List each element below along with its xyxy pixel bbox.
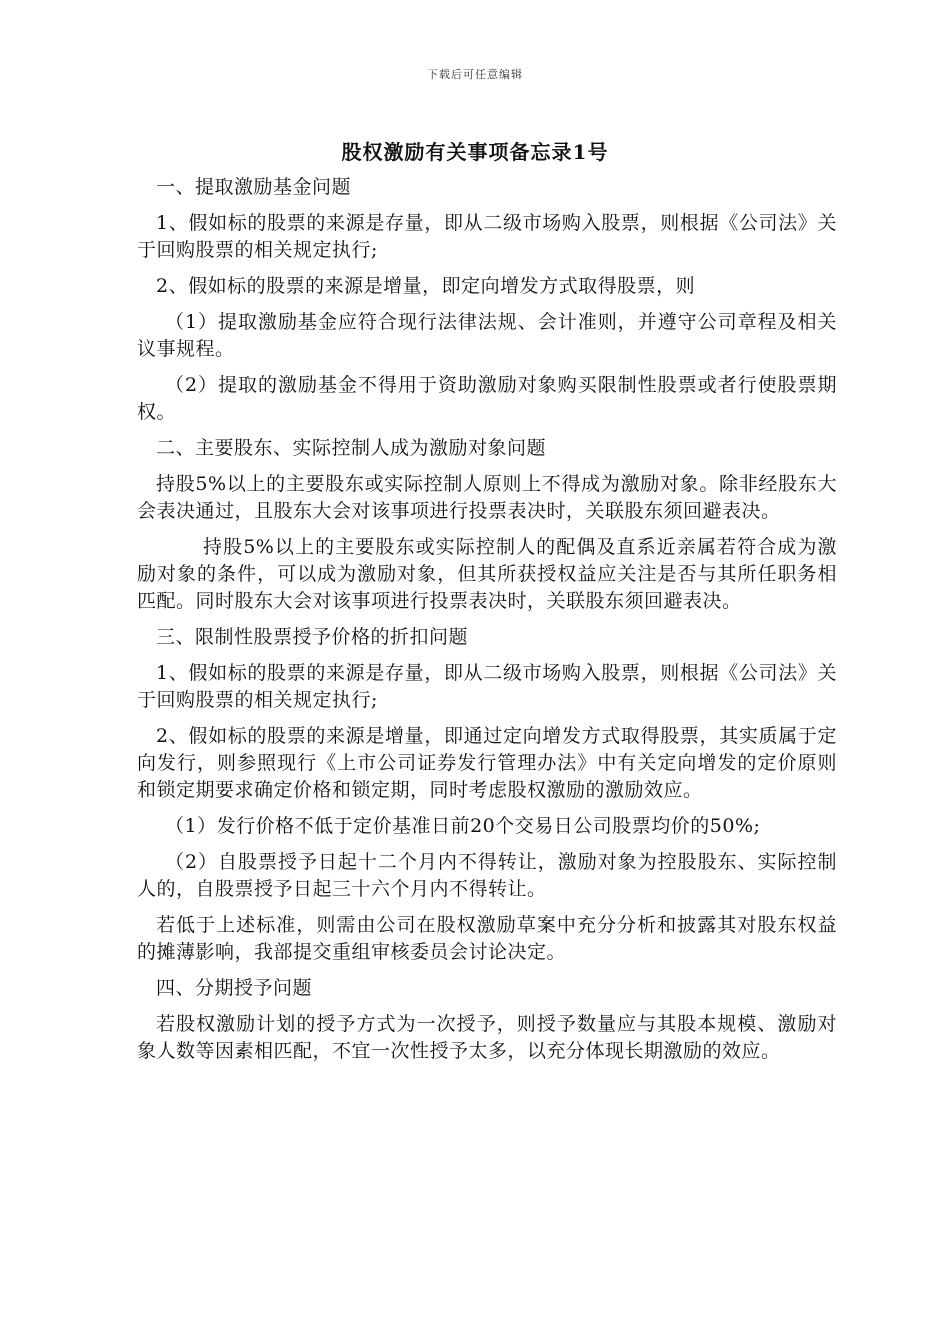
paragraph: 若股权激励计划的授予方式为一次授予，则授予数量应与其股本规模、激励对象人数等因素相匹配，不宜一次性授予太多，以充分体现长期激励的效应。 bbox=[137, 1013, 837, 1062]
paragraph: 1、假如标的股票的来源是存量，即从二级市场购入股票，则根据《公司法》关于回购股票的相关规定执行; bbox=[137, 662, 837, 711]
sub-paragraph: （1）发行价格不低于定价基准日前20个交易日公司股票均价的50%; bbox=[165, 815, 761, 837]
section-heading-2: 二、主要股东、实际控制人成为激励对象问题 bbox=[156, 437, 547, 459]
paragraph: 若低于上述标准，则需由公司在股权激励草案中充分分析和披露其对股东权益的摊薄影响，我部提交重组审核委员会讨论决定。 bbox=[137, 914, 837, 963]
document-title: 股权激励有关事项备忘录1号 bbox=[341, 140, 609, 164]
paragraph: 持股5%以上的主要股东或实际控制人的配偶及直系近亲属若符合成为激励对象的条件，可以成为激励对象，但其所获授权益应关注是否与其所任职务相匹配。同时股东大会对该事项进行投票表决时，关联股东须回避表决。 bbox=[137, 536, 837, 612]
section-heading-3: 三、限制性股票授予价格的折扣问题 bbox=[156, 626, 469, 648]
sub-paragraph: （2）自股票授予日起十二个月内不得转让，激励对象为控股股东、实际控制人的，自股票授予日起三十六个月内不得转让。 bbox=[137, 851, 837, 900]
document-body bbox=[137, 174, 837, 1074]
paragraph: 2、假如标的股票的来源是增量，即定向增发方式取得股票，则 bbox=[156, 275, 696, 297]
section-heading-4: 四、分期授予问题 bbox=[156, 977, 313, 999]
section-heading-1: 一、提取激励基金问题 bbox=[156, 176, 352, 198]
paragraph: 持股5%以上的主要股东或实际控制人原则上不得成为激励对象。除非经股东大会表决通过，且股东大会对该事项进行投票表决时，关联股东须回避表决。 bbox=[137, 473, 837, 522]
sub-paragraph: （1）提取激励基金应符合现行法律法规、会计准则，并遵守公司章程及相关议事规程。 bbox=[137, 311, 837, 360]
sub-paragraph: （2）提取的激励基金不得用于资助激励对象购买限制性股票或者行使股票期权。 bbox=[137, 374, 837, 423]
paragraph: 1、假如标的股票的来源是存量，即从二级市场购入股票，则根据《公司法》关于回购股票的相关规定执行; bbox=[137, 212, 837, 261]
header-note: 下载后可任意编辑 bbox=[427, 68, 523, 81]
paragraph: 2、假如标的股票的来源是增量，即通过定向增发方式取得股票，其实质属于定向发行，则参照现行《上市公司证券发行管理办法》中有关定向增发的定价原则和锁定期要求确定价格和锁定期，同时考虑股权激励的激励效应。 bbox=[137, 725, 837, 801]
